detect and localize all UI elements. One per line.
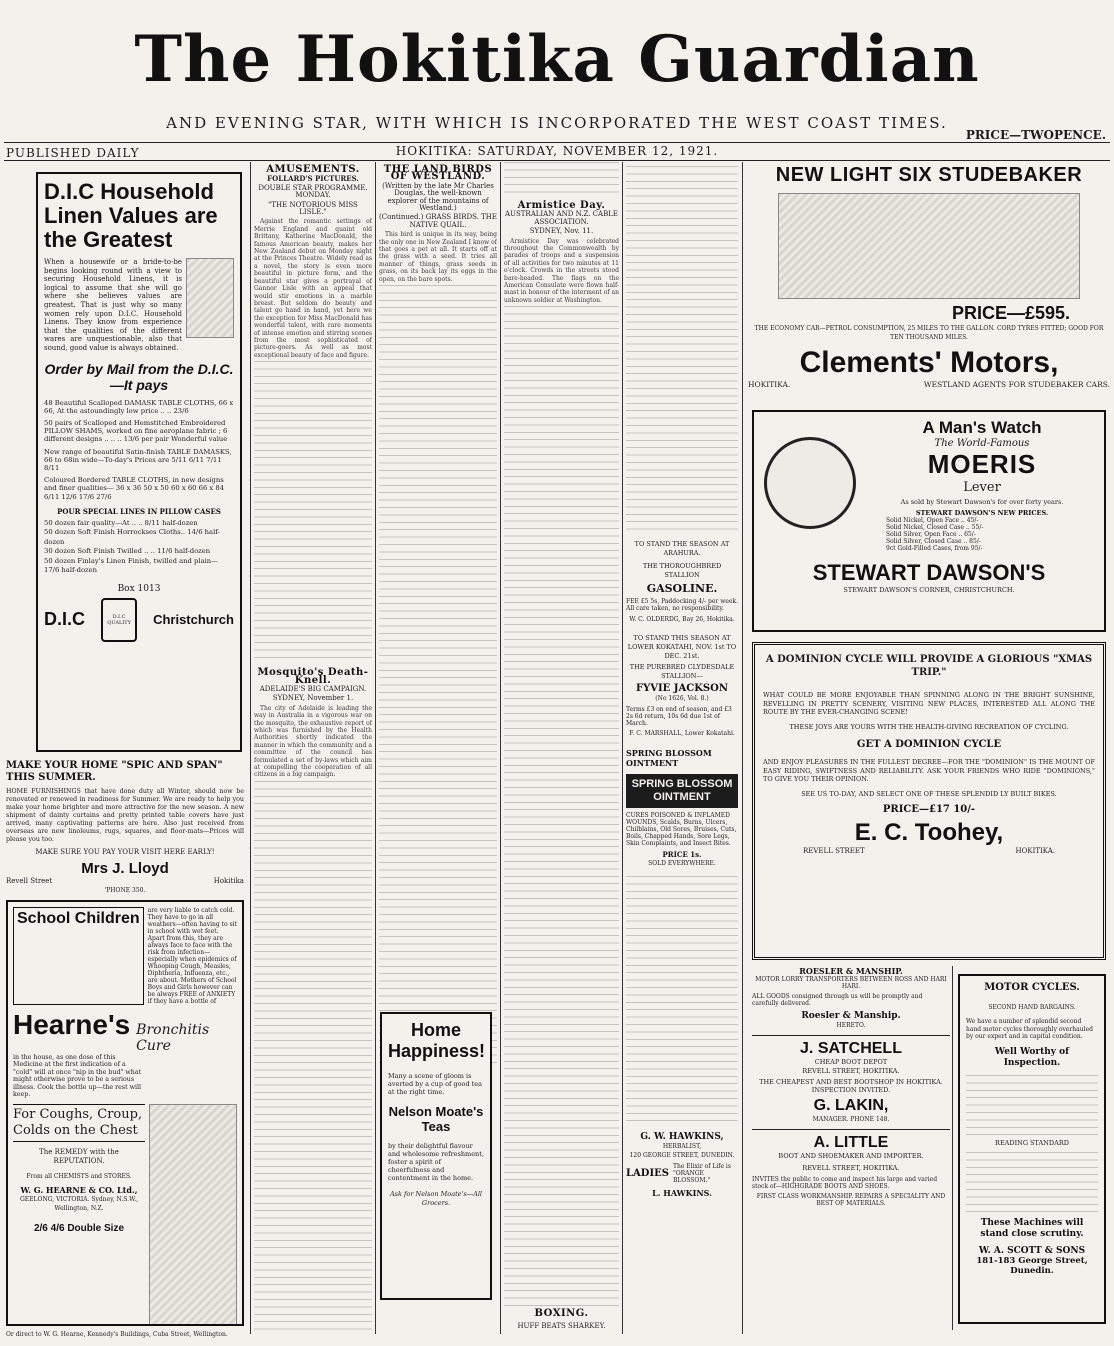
amusements-sub3: "THE NOTORIOUS MISS LISLE." bbox=[268, 200, 358, 217]
home-body: Many a scene of gloom is averted by a cup of good tea at the right time. bbox=[388, 1072, 483, 1096]
armistice-sub2: SYDNEY, Nov. 11. bbox=[529, 227, 594, 236]
moeris-price-line: Solid Nickel, Closed Case .. 55/- bbox=[886, 524, 984, 531]
hearne-intro: are very liable to catch cold. They have to go in all weathers—often having to sit in school with wet feet. Apart from this, they are always face to face with the risk from infection—especially when epidemics of Whooping Cough, Measles, Diphtheria, Influenza, etc., are about. Mothers of School Boys and Girls however can be always FREE of ANXIETY if they have a bottle of bbox=[147, 907, 237, 1005]
dic-pillow-line: 50 dozen Finlay's Linen Finish, twilled and plain— 17/6 half-dozen bbox=[44, 556, 218, 575]
studebaker-advert bbox=[748, 164, 1110, 402]
moeris-advert bbox=[752, 410, 1106, 632]
dominion-body: WHAT COULD BE MORE ENJOYABLE THAN SPINNING ALONG IN THE BRIGHT SUNSHINE, REVELLING IN PRETTY SCENERY, VISITING NEW PLACES, INTERESTED ALL ALONG THE ROUTE BY THE EVER-CHANGING SCENE! bbox=[763, 691, 1095, 716]
cycles-closing: These Machines will stand close scrutiny. bbox=[980, 1217, 1084, 1239]
little-name: A. LITTLE bbox=[813, 1134, 889, 1151]
col5-text-block bbox=[626, 166, 738, 536]
dominion-joys: THESE JOYS ARE YOURS WITH THE HEALTH-GIVING RECREATION OF CYCLING. bbox=[789, 722, 1069, 731]
satchell-manager: MANAGER. PHONE 148. bbox=[812, 1116, 890, 1123]
hawkins-elixir: The Elixir of Life is "ORANGE BLOSSOM." bbox=[672, 1163, 731, 1184]
cycles-worthy: Well Worthy of Inspection. bbox=[994, 1046, 1070, 1068]
roesler-town: HERETO. bbox=[836, 1022, 866, 1029]
roesler-head: ROESLER & MANSHIP. bbox=[799, 966, 903, 976]
dic-order: Order by Mail from the D.I.C.—It pays bbox=[44, 360, 234, 393]
landbirds-sub: (Written by the late Mr Charles Douglas, the well-known explorer of the mountains of Westland.) bbox=[382, 181, 494, 213]
column-divider bbox=[500, 162, 501, 1334]
dominion-head: A DOMINION CYCLE WILL PROVIDE A GLORIOUS "XMAS TRIP." bbox=[765, 654, 1093, 678]
dominion-name: E. C. Toohey, bbox=[854, 819, 1004, 846]
blossom-sold: SOLD EVERYWHERE. bbox=[648, 860, 716, 867]
mosquito-body: The city of Adelaide is leading the way in Australia in a vigorous war on the mosquito, the exhaustive report of which was furnished by the Health Authorities shortly indicated the manner in which the community and a committee of the council has formulated a set of by-laws which aim at compelling the cooperation of all citizens in a big campaign. bbox=[254, 704, 372, 779]
dateline: HOKITIKA: SATURDAY, NOVEMBER 12, 1921. bbox=[395, 144, 719, 158]
column-divider bbox=[742, 162, 743, 1334]
amusements-head: AMUSEMENTS. bbox=[266, 164, 360, 175]
armistice-head: Armistice Day. bbox=[517, 200, 606, 211]
lloyd-town: Hokitika bbox=[213, 877, 244, 885]
column-divider bbox=[375, 162, 376, 1334]
moeris-price-line: Solid Silver, Closed Case .. 85/- bbox=[886, 538, 981, 545]
dic-pillow-line: 50 dozen fair quality—At .. .. 8/11 half-dozen bbox=[44, 518, 198, 527]
stallion-horse: THE THOROUGHBRED STALLION bbox=[642, 562, 722, 579]
dic-quality-badge: D.I.C QUALITY bbox=[101, 598, 137, 642]
lloyd-visit: MAKE SURE YOU PAY YOUR VISIT HERE EARLY! bbox=[35, 848, 215, 856]
home-ask: Ask for Nelson Moate's—All Grocers. bbox=[389, 1190, 483, 1207]
hearne-chemists: From all CHEMISTS and STORES. bbox=[26, 1173, 132, 1181]
cycles-text-block bbox=[966, 1152, 1098, 1212]
price-label: PRICE—TWOPENCE. bbox=[965, 128, 1106, 142]
studebaker-head: NEW LIGHT SIX STUDEBAKER bbox=[775, 164, 1083, 186]
moeris-brand: MOERIS bbox=[927, 449, 1037, 479]
column-amusements bbox=[254, 162, 372, 1332]
satchell-cheap: THE CHEAPEST AND BEST BOOTSHOP IN HOKITIKA. INSPECTION INVITED. bbox=[759, 1078, 943, 1094]
little-sub: BOOT AND SHOEMAKER AND IMPORTER. bbox=[778, 1152, 924, 1160]
satchell-name: J. SATCHELL bbox=[800, 1040, 902, 1057]
cycles-town: Dunedin. bbox=[1010, 1265, 1054, 1276]
motor-cycles-advert bbox=[958, 974, 1106, 1324]
moeris-price-line: Solid Silver, Open Face .. 65/- bbox=[886, 531, 976, 538]
moeris-name: STEWART DAWSON'S bbox=[812, 560, 1046, 585]
little-body: INVITES the public to come and inspect his large and varied stock of—HIGHGRADE BOOTS AND SHOES. bbox=[752, 1176, 938, 1190]
studebaker-town: HOKITIKA. bbox=[748, 380, 791, 389]
hearne-reputation: The REMEDY with the REPUTATION. bbox=[39, 1148, 119, 1166]
cycles-head: MOTOR CYCLES. bbox=[984, 982, 1080, 993]
little-first: FIRST CLASS WORKMANSHIP. REPAIRS A SPECIALITY AND BEST OF MATERIALS. bbox=[756, 1193, 946, 1207]
dominion-see: SEE US TO-DAY, AND SELECT ONE OF THESE SPLENDID LY BUILT BIKES. bbox=[801, 789, 1057, 798]
column-divider bbox=[622, 162, 623, 1334]
home-brand: Nelson Moate's Teas bbox=[388, 1104, 484, 1134]
satchell-lakin: G. LAKIN, bbox=[813, 1097, 889, 1114]
column-divider bbox=[250, 162, 251, 1334]
watch-illustration bbox=[764, 437, 856, 529]
fyvie-owner: F. C. MARSHALL, Lower Kokatahi. bbox=[629, 730, 735, 737]
hearne-coughs: For Coughs, Croup, Colds on the Chest bbox=[13, 1104, 145, 1142]
continued-text-block bbox=[504, 162, 619, 198]
roesler-sub: MOTOR LORRY TRANSPORTERS BETWEEN ROSS AND HARI HARI. bbox=[755, 976, 947, 990]
car-illustration bbox=[778, 193, 1080, 299]
cycles-sub: SECOND HAND BARGAINS. bbox=[988, 1004, 1076, 1011]
dic-name: D.I.C bbox=[44, 609, 86, 630]
moeris-prices: STEWART DAWSON'S NEW PRICES. bbox=[915, 509, 1049, 517]
hearne-maker-addr: GEELONG, VICTORIA. Sydney, N.S.W., Wellington, N.Z. bbox=[19, 1196, 139, 1213]
fyvie-no: (No 1626, Vol. 8.) bbox=[655, 695, 709, 702]
dominion-get: GET A DOMINION CYCLE bbox=[856, 739, 1002, 750]
landbirds-sub2: (Continued.) GRASS BIRDS. THE NATIVE QUAIL. bbox=[379, 213, 497, 229]
satchell-sub: CHEAP BOOT DEPOT bbox=[814, 1058, 888, 1066]
hearne-advert bbox=[6, 900, 244, 1326]
column-armistice bbox=[504, 162, 619, 1332]
blossom-price: PRICE 1s. bbox=[662, 850, 702, 859]
dic-pillow-line: 50 dozen Soft Finish Horrockses Cloths.. 14/6 half-dozen bbox=[44, 528, 220, 546]
dic-city: Christchurch bbox=[153, 612, 234, 628]
cycles-name: W. A. SCOTT & SONS bbox=[978, 1245, 1086, 1256]
dic-pillow-line: 30 dozen Soft Finish Twilled .. .. 11/6 half-dozen bbox=[44, 547, 211, 556]
dominion-town: HOKITIKA. bbox=[1015, 847, 1055, 855]
fyvie-name: FYVIE JACKSON bbox=[636, 683, 728, 694]
hawkins-addr: 120 GEORGE STREET, DUNEDIN. bbox=[629, 1152, 735, 1159]
fyvie-terms: Terms £3 on end of season, and £3 2s 6d return, 10s 6d due 1st of March. bbox=[626, 706, 732, 727]
moeris-sold: As sold by Stewart Dawson's for over forty years. bbox=[900, 498, 1064, 506]
masthead-subtitle: AND EVENING STAR, WITH WHICH IS INCORPORATED THE WEST COAST TIMES. bbox=[166, 114, 948, 132]
dic-item: 48 Beautiful Scalloped DAMASK TABLE CLOTHS, 66 x 66, At the astoundingly low price .. .. 23/6 bbox=[44, 398, 234, 415]
dic-item: 50 pairs of Scalloped and Hemstitched Embroidered PILLOW SHAMS, worked on fine aeroplane fabric ; 6 different designs .. .. .. 13/6 per pair Wonderful value bbox=[44, 418, 228, 444]
nelson-moate-advert bbox=[380, 1012, 492, 1300]
satchell-street: REVELL STREET, HOKITIKA. bbox=[802, 1067, 900, 1075]
dic-intro: When a housewife or a bride-to-be begins looking round with a view to securing Household Linens, it is logical to assume that she will go where she believes values are greatest. That is just why so many women rely upon D.I.C. Household Linens. They know from experience that the qualities of the different wares are unquestionable, also that sound, good value is always obtained. bbox=[44, 258, 182, 352]
hearne-head: School Children bbox=[13, 907, 144, 1005]
lloyd-name: Mrs J. Lloyd bbox=[81, 860, 169, 877]
studebaker-economy: THE ECONOMY CAR—PETROL CONSUMPTION, 25 MILES TO THE GALLON. CORD TYRES FITTED; GOOD FOR TEN THOUSAND MILES. bbox=[754, 325, 1104, 341]
cycles-text-block bbox=[966, 1075, 1098, 1135]
mosquito-head: Mosquito's Death-Knell. bbox=[257, 667, 369, 686]
home-head: Home Happiness! bbox=[388, 1020, 486, 1061]
amusements-text-block bbox=[254, 361, 372, 661]
blossom-box: SPRING BLOSSOM OINTMENT bbox=[626, 774, 738, 808]
hearne-brand: Hearne's bbox=[13, 1009, 131, 1040]
hawkins-ladies: LADIES bbox=[626, 1168, 669, 1179]
hawkins-name: G. W. HAWKINS, bbox=[640, 1132, 724, 1142]
armistice-sub: AUSTRALIAN AND N.Z. CABLE ASSOCIATION. bbox=[505, 210, 618, 226]
linen-illustration bbox=[186, 258, 234, 338]
mosquito-text-block bbox=[254, 781, 372, 1332]
masthead-title: The Hokitika Guardian bbox=[134, 22, 980, 97]
lloyd-street: Revell Street bbox=[6, 877, 53, 885]
lloyd-phone: 'PHONE 350. bbox=[104, 887, 146, 892]
amusements-sub2: DOUBLE STAR PROGRAMME. MONDAY. bbox=[258, 183, 368, 200]
dic-pillow-head: POUR SPECIAL LINES IN PILLOW CASES bbox=[57, 506, 221, 516]
dominion-advert bbox=[752, 642, 1106, 960]
dominion-price: PRICE—£17 10/- bbox=[882, 804, 976, 815]
dic-advert bbox=[36, 172, 242, 752]
moeris-sub: The World-Famous bbox=[934, 438, 1030, 449]
hearne-footer: Or direct to W. G. Hearne, Kennedy's Buildings, Cuba Street, Wellington. bbox=[6, 1331, 228, 1338]
boxing-sub: HUFF BEATS SHARKEY. bbox=[504, 1322, 619, 1330]
mosquito-sub2: SYDNEY, November 1. bbox=[272, 694, 354, 703]
stallion-fee: FEE £5 5s, Paddocking 4/- per week. All care taken, no responsibility. bbox=[626, 598, 738, 612]
column-divider bbox=[952, 966, 953, 1330]
stallion-name: GASOLINE. bbox=[646, 582, 718, 595]
blossom-head: SPRING BLOSSOM OINTMENT bbox=[626, 748, 712, 768]
small-ads-text-block bbox=[626, 876, 738, 1126]
masthead-rule bbox=[4, 142, 1110, 143]
children-illustration bbox=[149, 1104, 237, 1326]
dateline-rule bbox=[4, 160, 1110, 161]
dic-title: D.I.C Household Linen Values are the Greatest bbox=[44, 179, 218, 252]
studebaker-name: Clements' Motors, bbox=[799, 346, 1059, 379]
amusements-body: Against the romantic settings of Merrie England and quaint old Brittany, Katherine MacDonald, the famous American beauty, makes her New Zealand debut on Monday night at the Princes Theatre. Widely read as a novel, the story is even more beautiful in picture form, and the beautiful star gives a portrayal of Gannor Lisle with an appeal that would stir emotions in a marble breast. But seldom do beauty and talent go hand in hand, yet here we the exception for Miss MacDonald has wonderful talent, with rare moments of intense emotion and stirring scenes from the most sophisticated of picture-goers. As well as most exceptional beauty of face and figure. bbox=[254, 218, 372, 359]
armistice-text-block bbox=[504, 306, 619, 1306]
roesler-name: Roesler & Manship. bbox=[801, 1011, 901, 1021]
roesler-body: ALL GOODS consigned through us will be promptly and carefully delivered. bbox=[752, 993, 923, 1007]
landbirds-body: This bird is unique in its way, being the only one in New Zealand I know of that goes a pet at all. It starts off at the grass with a seed. It tries all manner of things, grass seeds in grass, on its back lay its eggs in the open, on the bare spots. bbox=[379, 231, 497, 283]
mosquito-sub: ADELAIDE'S BIG CAMPAIGN. bbox=[259, 684, 367, 693]
amusements-sub: FOLLARD'S PICTURES. bbox=[267, 174, 359, 184]
moeris-price-line: Solid Nickel, Open Face .. 45/- bbox=[886, 517, 979, 524]
stallion-owner: W. C. OLDERDG, Bay 26, Hokitika. bbox=[629, 616, 735, 623]
published-label: PUBLISHED DAILY bbox=[6, 146, 140, 160]
lloyd-head: MAKE YOUR HOME "SPIC AND SPAN" THIS SUMMER. bbox=[6, 760, 223, 783]
col6-bottom-ads bbox=[752, 966, 950, 1330]
hawkins-title: HERBALIST, bbox=[662, 1143, 702, 1150]
hearne-brand2: Bronchitis Cure bbox=[136, 1022, 210, 1054]
moeris-corner: STEWART DAWSON'S CORNER, CHRISTCHURCH. bbox=[843, 586, 1015, 594]
fyvie-horse: THE PUREBRED CLYDESDALE STALLION— bbox=[629, 663, 735, 680]
landbirds-text-block bbox=[379, 285, 497, 1065]
studebaker-agents: WESTLAND AGENTS FOR STUDEBAKER CARS. bbox=[923, 380, 1110, 389]
cycles-street: 181-183 George Street, bbox=[976, 1255, 1088, 1266]
column-small-ads bbox=[626, 540, 738, 1330]
lloyd-advert bbox=[6, 760, 244, 892]
studebaker-price: PRICE—£595. bbox=[951, 303, 1070, 323]
moeris-price-line: 9ct Gold-Filled Cases, from 95/- bbox=[886, 545, 983, 552]
home-tag: by their delightful flavour and wholesome refreshment, foster a spirit of cheerfulness and contentment in the home. bbox=[388, 1142, 484, 1182]
cycles-body: We have a number of splendid second hand motor cycles thoroughly overhauled by our expert and in capital condition. bbox=[966, 1018, 1093, 1040]
landbirds-head: THE LAND BIRDS OF WESTLAND. bbox=[383, 164, 493, 183]
dic-box: Box 1013 bbox=[117, 583, 161, 594]
lloyd-body: HOME FURNISHINGS that have done duty all Winter, should now be renovated or renewed in readiness for Summer. We are ready to help you make your home brighter and more attractive for the new season. A new shipment of dainty curtains and pretty printed table covers have just arrived, many captivating patterns are here. Also just received from overseas are new linoleums, rugs, squares, and floor-mats—Prices will please you too. bbox=[6, 788, 244, 843]
cycles-standard: READING STANDARD bbox=[995, 1138, 1069, 1147]
fyvie-stand: TO STAND THIS SEASON AT LOWER KOKATAHI, NOV. 1st TO DEC. 21st. bbox=[627, 634, 737, 660]
hawkins-name2: L. HAWKINS. bbox=[652, 1188, 712, 1198]
hearne-maker: W. G. HEARNE & CO. Ltd., bbox=[20, 1185, 138, 1196]
dic-item: New range of beautiful Satin-finish TABLE DAMASKS, 66 to 68in wide—To-day's Prices are 5/11 6/11 7/11 8/11 bbox=[44, 447, 232, 472]
boxing-head: BOXING. bbox=[504, 1308, 619, 1319]
armistice-body: Armistice Day was celebrated throughout the Commonwealth by parades of troops and a suspension of all activities for two minutes at 11 o'clock. Crowds in the streets stood bare-headed. The flags on the American Consulate were flown half-mast in honour of the interment of an unknown soldier at Washington. bbox=[504, 237, 619, 304]
dic-item: Coloured Bordered TABLE CLOTHS, in new designs and finer qualities— 36 x 36 50 x 50 60 x 60 66 x 84 6/11 12/6 17/6 27/6 bbox=[44, 476, 225, 501]
hearne-mid: in the house, as one dose of this Medicine at the first indication of a "cold" will at once "nip in the bud" what might otherwise prove to be a serious illness. Cook the bottle up—the rest will keep. bbox=[13, 1054, 142, 1099]
moeris-head: A Man's Watch bbox=[922, 418, 1042, 437]
stallion-stand: TO STAND THE SEASON AT ARAHURA. bbox=[634, 540, 730, 557]
hearne-sizes: 2/6 4/6 Double Size bbox=[33, 1223, 125, 1235]
dominion-enjoy: AND ENJOY PLEASURES IN THE FULLEST DEGREE—FOR THE "DOMINION" IS THE MOUNT OF EASY RIDING, SWIFTNESS AND RELIABILITY. ASK YOUR FRIENDS WHO RIDE "DOMINIONS," TO GIVE YOU THEIR OPINION. bbox=[763, 758, 1095, 783]
moeris-type: Lever bbox=[963, 480, 1001, 495]
little-street: REVELL STREET, HOKITIKA. bbox=[802, 1164, 900, 1172]
dominion-street: REVELL STREET bbox=[803, 847, 865, 855]
blossom-cures: CURES POISONED & INFLAMED WOUNDS, Scalds, Burns, Ulcers, Chilblains, Old Sores, Bruises, Cuts, Boils, Chapped Hands, Sore Legs, Skin Complaints, and Insect Bites. bbox=[626, 812, 737, 847]
